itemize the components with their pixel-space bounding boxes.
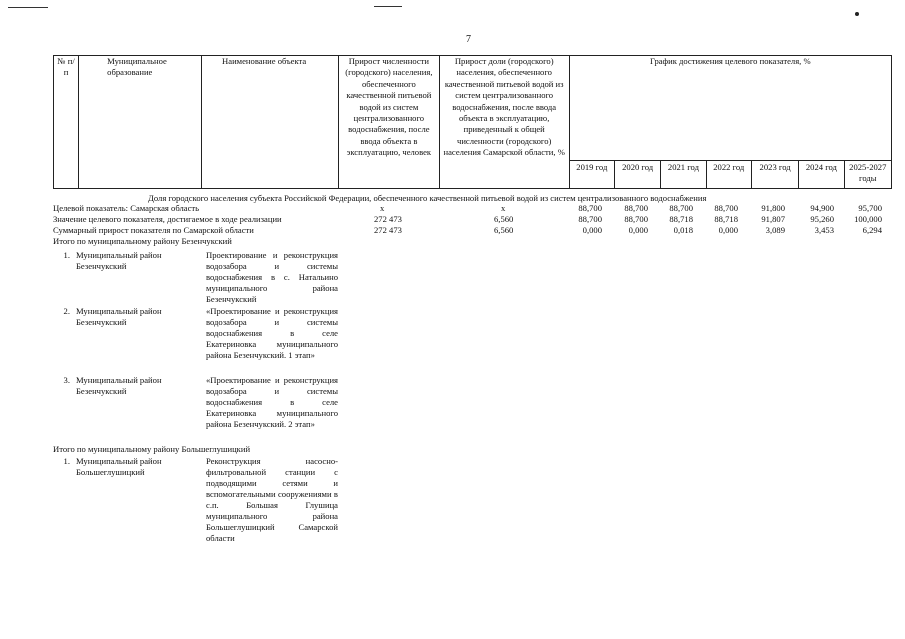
row-label: Суммарный прирост показателя по Самарской области <box>53 225 254 235</box>
item-object: «Проектирование и реконструкция водозабора и системы водоснабжения в селе Екатериновка муниципального района Безенчукский. 2 этап» <box>206 375 338 429</box>
row-year-value: 94,900 <box>810 203 834 213</box>
row-year-value: 88,700 <box>624 203 648 213</box>
row-year-value: 3,089 <box>765 225 785 235</box>
header-year: 2021 год <box>661 161 706 189</box>
header-year: 2023 год <box>751 161 798 189</box>
row-year-value: 88,700 <box>624 214 648 224</box>
header-year: 2019 год <box>569 161 614 189</box>
row-year-value: 0,000 <box>628 225 648 235</box>
item-number: 1. <box>63 250 70 260</box>
row-year-value: 3,453 <box>814 225 834 235</box>
page-number: 7 <box>466 34 471 45</box>
item-object: «Проектирование и реконструкция водозабора и системы водоснабжения в селе Екатериновка муниципального района Безенчукский. 1 этап» <box>206 306 338 360</box>
header-col-number: № п/п <box>54 56 79 189</box>
row-pop: 272 473 <box>374 214 402 224</box>
indicator-title: Доля городского населения субъекта Российской Федерации, обеспеченного качественной питьевой водой из систем централизованного водоснабжения <box>148 193 707 203</box>
scan-artifact-line <box>374 6 402 7</box>
row-year-value: 88,700 <box>578 214 602 224</box>
row-year-value: 88,718 <box>714 214 738 224</box>
item-municipality: Муниципальный район Безенчукский <box>76 250 162 271</box>
row-year-value: 88,700 <box>578 203 602 213</box>
row-year-value: 0,000 <box>718 225 738 235</box>
item-number: 1. <box>63 456 70 466</box>
header-table <box>53 55 892 189</box>
row-year-value: 91,807 <box>761 214 785 224</box>
row-pop: 272 473 <box>374 225 402 235</box>
group-title: Итого по муниципальному району Безенчукский <box>53 236 232 246</box>
row-year-value: 0,018 <box>673 225 693 235</box>
scan-artifact-dot <box>855 12 859 16</box>
row-year-value: 88,700 <box>714 203 738 213</box>
item-object: Проектирование и реконструкция водозабора и системы водоснабжения в с. Натальино муниципального района Безенчукский <box>206 250 338 304</box>
row-label: Целевой показатель: Самарская область <box>53 203 200 213</box>
row-share: 6,560 <box>494 225 514 235</box>
row-year-value: 6,294 <box>862 225 882 235</box>
header-year: 2022 год <box>706 161 751 189</box>
header-col-object: Наименование объекта <box>202 56 339 189</box>
row-year-value: 88,718 <box>669 214 693 224</box>
item-number: 3. <box>63 375 70 385</box>
header-col-schedule: График достижения целевого показателя, % <box>569 56 891 161</box>
scan-artifact-line <box>8 7 48 8</box>
row-year-value: 0,000 <box>582 225 602 235</box>
row-year-value: 91,800 <box>761 203 785 213</box>
row-year-value: 88,700 <box>669 203 693 213</box>
header-year: 2024 год <box>799 161 844 189</box>
item-municipality: Муниципальный район Безенчукский <box>76 306 162 327</box>
header-year: 2020 год <box>614 161 660 189</box>
row-share: x <box>501 203 506 213</box>
row-year-value: 95,260 <box>810 214 834 224</box>
row-share: 6,560 <box>494 214 514 224</box>
row-pop: x <box>380 203 385 213</box>
header-year: 2025-2027 годы <box>844 161 891 189</box>
header-col-municipality: Муниципальное образование <box>79 56 202 189</box>
item-object: Реконструкция насосно-фильтровальной станции с подводящими сетями и вспомогательными сооружениями в с.п. Большая Глушица муниципального района Большеглушицкий Самарской области <box>206 456 338 543</box>
header-col-population-growth: Прирост численности (городского) населения, обеспеченного качественной питьевой водой из систем централизованного водоснабжения, после ввода объекта в эксплуатацию, человек <box>339 56 440 189</box>
item-municipality: Муниципальный район Безенчукский <box>76 375 162 396</box>
item-municipality: Муниципальный район Большеглушицкий <box>76 456 162 477</box>
item-number: 2. <box>63 306 70 316</box>
row-year-value: 95,700 <box>858 203 882 213</box>
row-label: Значение целевого показателя, достигаемое в ходе реализации <box>53 214 282 224</box>
header-col-share-growth: Прирост доли (городского) населения, обеспеченного качественной питьевой водой из систем централизованного водоснабжения, после ввода объекта в эксплуатацию, приведенный к общей численности (городского) населения Самарской области, % <box>439 56 569 189</box>
group-title: Итого по муниципальному району Большеглушицкий <box>53 444 251 454</box>
row-year-value: 100,000 <box>854 214 882 224</box>
